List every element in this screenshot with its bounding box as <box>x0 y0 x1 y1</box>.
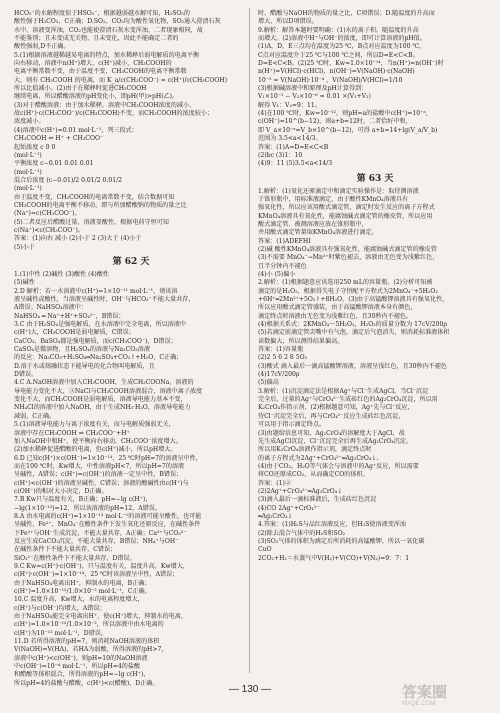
text-line: 5.(1)溶液导电能力与离子浓度有关，而与电解质强弱无关， <box>14 421 175 429</box>
text-line: c(H⁺)·c(OH⁻)=1×10⁻¹⁴，25 ℃时该溶液呈中性，A错误； <box>14 571 179 579</box>
text-line: 由于温度不变，CH₃COOH的电离常数不变，结合数据可知 <box>14 193 175 201</box>
text-line: 不能鉴别；且未变成无关物，且未变化，因此不能确定二者的 <box>14 35 179 43</box>
text-line: 解得 V₁：V₂=9：11。 <box>258 101 321 109</box>
text-line: 电离平衡常数不变，由于温度不变，CH₃COOH的电离平衡常数 <box>14 68 187 76</box>
text-line: (mol·L⁻¹) <box>14 151 42 159</box>
text-line: c(H⁺)<c(OH⁻)的溶液呈碱性，C错误；溶液的酸碱性由c(H⁺)与 <box>14 479 189 487</box>
text-line: (mol·L⁻¹) <box>14 185 42 193</box>
watermark-text: 答案圈 <box>402 684 448 701</box>
text-line: c(H⁺)为10⁻¹² mol·L⁻¹，D错误。 <box>14 629 107 637</box>
text-line: C点对应温度介于25 ℃与100 ℃之间，所以D=E<C<B。 <box>258 51 419 59</box>
text-line: 可以用于指示滴定终点。 <box>258 421 326 429</box>
text-line: NH₄Cl的溶液中加入NaOH，由于生成NH₃·H₂O，溶液导电能力 <box>14 404 191 412</box>
text-line: 所以应用酸式滴定管盛装，由于高锰酸钾溶液本身有颜色， <box>258 304 417 312</box>
text-line: 而增大。(2)溶液中H⁺与OH⁻的浓度，即可计算溶液的pH值。 <box>258 35 426 43</box>
text-line: 减弱，C正确。 <box>14 412 56 420</box>
text-line: (mol·L⁻¹) <box>14 168 42 176</box>
text-line: (3)滴入最后一滴标准液后，生成砖红色沉淀 <box>258 496 377 504</box>
text-line: 所以用K₂CrO₄溶液作指示剂，滴定终点时 <box>258 446 372 454</box>
text-line: 加入NaOH中和H⁺，使平衡向右移动，CH₃COO⁻浓度增大。 <box>14 437 182 445</box>
text-line: CuO <box>258 546 272 554</box>
text-line: 中c(OH⁻)=10⁻⁴ mol·L⁻¹，所以pH=4的盐酸 <box>14 663 141 671</box>
text-line: (2)bc (3)1：10 <box>258 151 303 159</box>
text-line: V₁×10⁻¹ − V₂×10⁻⁶ = 0.01 ×(V₁+V₂) <box>258 93 371 101</box>
text-line: 待Cl⁻沉淀完全后，再与CrO₄²⁻反应生成砖红色沉淀， <box>258 412 405 420</box>
text-line: 先生成AgCl沉淀，Cl⁻沉淀完全后再生成Ag₂CrO₄沉淀。 <box>258 437 413 445</box>
text-line: 溶液中c(H⁺)<c(OH⁻)，则pH=10的NaOH溶液 <box>14 654 148 662</box>
text-line: 所以pH=4的盐酸与醋酸，c(H⁺)<c(醋酸)，D正确。 <box>14 679 159 687</box>
text-line: 水中，溶液变浑浊，CO₂也能使澄清石灰水变浑浊，二者现象相同，故 <box>14 26 203 34</box>
text-line: (4)溶液中c(H⁺)=0.01 mol·L⁻¹，列三段式： <box>14 126 138 134</box>
text-line: 于锥形瓶中，用标准液滴定，由于酸性KMnO₄溶液具有 <box>258 195 409 203</box>
text-line: 混合后浓度 (c−0.01)/2 0.01/2 0.01/2 <box>14 176 123 184</box>
text-line: 4.C A.NaOH溶液中加入CH₃COOH，生成CH₃COONa，溶液的 <box>14 379 194 387</box>
text-line: 滴定的是H₂O₂，根据得失电子守恒配平方程式为2MnO₄⁻+5H₂O₂ <box>258 287 438 295</box>
text-line: 变化不大，而CH₃COOH是弱电解质，溶液导电能力基本不变， <box>14 396 187 404</box>
text-line: (5)偏高 <box>258 379 279 387</box>
text-line: (3)根据碱溶液中和原理及pH计算得到： <box>258 85 368 93</box>
text-line: 且半分钟内不褪色 <box>258 262 307 270</box>
text-line: V(NaOH)=V(HA)，若HA为弱酸，所得溶液的pH>7， <box>14 646 168 654</box>
text-line: 3.C 由于H₂SO₄是强电解质，在水溶液中完全电离，所以溶液中 <box>14 321 186 329</box>
text-line: 由于NaHSO₄电离出H⁺，抑制水的电离，B正确； <box>14 579 151 587</box>
text-line: 并用酸式滴定管量取KMnO₄溶液进行滴定。 <box>258 229 378 237</box>
text-line: A错误；NaHSO₄溶液中： <box>14 304 87 312</box>
text-line: D.溶于水或熔融状态下能导电的化合物叫电解质，且 <box>14 362 155 370</box>
text-line: (4)17cV/200ρ <box>258 371 300 379</box>
text-line: 答案：(1)容量瓶 <box>258 346 304 354</box>
text-line: 下Fe²⁺与OH⁻生成沉淀，不能大量共存，A正确；Ca²⁺与CO₃²⁻ <box>14 529 187 537</box>
text-line: c(H⁺)=1.0×10⁻¹²/1.0×10⁻²，所以溶液中由水电离的 <box>14 621 164 629</box>
day-heading: 第 63 天 <box>356 173 394 184</box>
text-line: SiO₃²⁻在酸性条件下不能大量共存，D错误。 <box>14 554 136 562</box>
text-line: 答案：(1)向右 减小 (2)小于 2 (3)大于 (4)小于 <box>14 235 142 243</box>
text-line: CH₃COOH的电离平衡不移动，即与所加醋酸钠的物质的量之比 <box>14 201 187 209</box>
text-line: c(H⁺)大，CH₃COOH是弱电解质，C错误； <box>14 329 135 337</box>
text-line: c(Na⁺)<c(CH₃COO⁻)。 <box>14 226 85 234</box>
text-line: CaSO₄是微溶物，且H₂SO₄的溶液与Na₂CO₃溶液 <box>14 346 150 354</box>
page-number: — 130 — <box>228 684 272 695</box>
text-line: 10.C 温度升高，Kw增大，水的电离程度增大， <box>14 596 144 604</box>
text-line: 导电能力变化不大，③NaCl与CH₃COOH溶液混合，溶液中离子浓度 <box>14 387 203 395</box>
text-line: 浓度减小。 <box>14 118 45 126</box>
text-line: 起始浓度 c 0 0 <box>14 143 56 151</box>
text-line: D=E<C<B。(2)25 ℃时，Kw=1.0×10⁻¹⁴，当n(H⁺)=n(OH⁻)时 <box>258 60 444 68</box>
text-line: 1.(1)中性 (2)碱性 (3)酸性 (4)酸性 <box>14 270 109 278</box>
text-line: 的离子方程式为2Ag⁺+CrO₄²⁻═Ag₂CrO₄↓。 <box>258 454 383 462</box>
text-line: (1)A，D，E三点均在温度为25 ℃，B点对应温度为100 ℃， <box>258 43 426 51</box>
text-line: 6.D 已知c(H⁺)×c(OH⁻)=1×10⁻¹⁴，25 ℃时pH=7的溶液呈中性， <box>14 454 202 462</box>
text-line: 7.B Kw只与温度有关，B正确；pH=−lg c(H⁺)， <box>14 496 152 504</box>
text-line: 2CO₂+H₂＝水蒸气中V(H₂)+V(CO)+V(N₂)=9：7：1 <box>258 554 410 562</box>
text-line: 酸性强于H₂CO₃，C正确；D.SO₂、CO₂均为酸性氧化物，SO₂通入澄清石灰 <box>14 18 221 26</box>
text-line: c(OH⁻)=10^(b−12)，则a+b=12时，二者恰好中和， <box>258 118 412 126</box>
text-line: 酸式滴定管，被测溶液应放在锥形瓶中， <box>258 220 368 228</box>
text-line: 完全后，过量的Ag⁺与CrO₄²⁻生成砖红色的Ag₂CrO₄沉淀，所以用 <box>258 396 438 404</box>
text-line: 由于NaHSO₄能完全电离出H⁺，使c(H⁺)增大，抑制水的电离， <box>14 613 187 621</box>
text-line: 答案：(1)ADEFHI <box>258 237 311 245</box>
text-line: 滴定终点时溶液由无色变为浅紫红色，且30秒内不褪色。 <box>258 312 413 320</box>
text-line: 溶液中存在CH₃COOH ⇌ CH₃COO⁻+H⁺ <box>14 429 130 437</box>
text-line: 11.D 若所得溶液的pH=7，则消耗NaOH溶液的体积 <box>14 638 160 646</box>
text-line: (3)对于醋酸溶液：由于加水稀释，溶液中CH₃COOH浓度的减小， <box>14 101 196 109</box>
text-line: (5)若滴定前滴定管尖嘴中有气泡，滴定后气泡消失，则消耗标准液体积 <box>258 329 450 337</box>
text-line: 即 V_a×10⁻ᵃ=V_b×10^(b−12)，可得 a+b=14+lg(V_a/V_b) <box>258 126 438 134</box>
text-line: 5.(1)根据溶液越稀越易电离的特点，加水稀释后弱电解质的电离平衡 <box>14 51 200 59</box>
text-line: (2)除去混合气体中的H₂S和SO₂ <box>258 529 346 537</box>
text-line: 时，醋酸与NaOH的物质的量之比，C项错误；D.随温度的升高而 <box>258 10 435 17</box>
text-line: (4)小 (5)偏小 <box>258 270 296 278</box>
text-line: (3)不需要 MnO₄⁻→Mn²⁺时紫色褪去，溶液由无色变为浅紫红色， <box>258 254 439 262</box>
text-line: 平衡浓度 c−0.01 0.01 0.01 <box>14 160 94 168</box>
text-line: 答案：(1)② <box>258 479 292 487</box>
text-line: CH₃COOH ⇌ H⁺ + CH₃COO⁻ <box>14 135 104 143</box>
text-line: 10⁻⁵ = V(NaOH)·10⁻⁴ ，V(NaOH)/V(HCl)=1/10 <box>258 76 403 84</box>
text-line: (5)小于 <box>14 243 35 251</box>
text-line: 反应生成CaCO₃沉淀，不能大量共存，B错误；NH₄⁺与OH⁻ <box>14 537 179 545</box>
text-line: (5)碱性 <box>14 279 35 287</box>
text-line: 强氧化性，所以应该用酸式滴定管，滴定时发生反应的离子方程式 <box>258 204 435 212</box>
text-line: 读数偏大，所以测得结果偏高。 <box>258 337 344 345</box>
text-line: (4)由于CO₂、H₂O等气体会与溶液中的Ag⁺反应，所以需要 <box>258 462 419 470</box>
right-column <box>258 10 492 563</box>
text-line: CaCO₃、BaSO₄都是强电解质，而c(CH₃COO⁻)，D错误； <box>14 337 177 345</box>
text-line: 8.A 由水电离的c(H⁺)=1×10⁻¹³ mol·L⁻¹的溶液可能呈酸性，也可能 <box>14 512 202 520</box>
text-line: 增大，所以D项错误。 <box>258 18 318 26</box>
text-line: NaHSO₄ ═ Na⁺+H⁺+SO₄²⁻，B错误； <box>14 312 125 320</box>
text-line: 液呈碱性或酸性，当溶液呈碱性时，OH⁻与HCO₃⁻不能大量共存， <box>14 296 195 303</box>
text-line: n(H⁺)=V(HCl)·c(HCl)，n(OH⁻)=V(NaOH)·c(NaOH) <box>258 68 415 76</box>
text-line: 故c(H⁺)·c(CH₃COO⁻)/c(CH₃COOH)不变，而CH₃COOH的浓度较小； <box>14 110 214 118</box>
text-line: 在碱性条件下不能大量共存，C错误； <box>14 546 117 554</box>
text-line: (5)二者反应后醋酸过量，溶液显酸性，根据电荷守恒可知 <box>14 218 169 226</box>
text-line: (2)2Ag⁺+CrO₄²⁻═Ag₂CrO₄↓ <box>258 487 343 495</box>
text-line: 9.解析：解答本题时要明确：(1)水的离子积。随温度的升高 <box>258 26 419 34</box>
day-heading: 第 62 天 <box>112 256 150 267</box>
watermark-logo <box>402 685 494 709</box>
text-line: 范围为 3.5<a<14/3。 <box>258 135 322 143</box>
text-line: +6H⁺═2Mn²⁺+5O₂↑+8H₂O。(3)由于高锰酸钾溶液具有强氧化性， <box>258 296 449 303</box>
text-line: (Na⁺)=c(CH₃COO⁻)。 <box>14 210 81 218</box>
column-divider <box>249 8 250 673</box>
text-line: (4)CO 2Ag⁺+CrO₄²⁻ <box>258 504 320 512</box>
text-line: KMnO₄溶液具有氧化性，能腐蚀碱式滴定管的橡皮管，所以应用 <box>258 212 433 220</box>
text-line: 继续电离，所以醋酸溶液的pH变化小，即pH(甲)>pH(乙)。 <box>14 93 179 101</box>
text-line: (4)9：11 (5)3.5<a<14/3 <box>258 160 333 168</box>
text-line: 所以比值减小。(2)由于在稀释时促进CH₃COOH <box>14 85 147 93</box>
text-line: (4)根据关系式：2KMnO₄～5H₂O₂，H₂O₂的质量分数为 17cV/200ρ <box>258 321 448 329</box>
text-line: 9.C Kw=c(H⁺)·c(OH⁻)，只与温度有关，温度升高，Kw增大， <box>14 563 189 570</box>
text-line: 和醋酸等体积混合，所得溶液的pH=−lg c(H⁺)， <box>14 671 150 679</box>
text-line: 将CO还原成CO₂，从而确定CO的体积。 <box>258 471 369 479</box>
text-line: 2.D 解析：若一水溶液中c(H⁺)=1×10⁻¹¹ mol·L⁻¹，则该溶 <box>14 287 178 295</box>
text-line: −lg(1×10⁻¹²)=12，所以该溶液的pH=12，A错误。 <box>14 504 161 512</box>
text-line: c(OH⁻)的相对大小决定，D正确。 <box>14 487 108 495</box>
text-line: (3)酸式 滴入最后一滴高锰酸钾溶液，溶液呈浅红色，且30秒内不褪色 <box>258 362 447 370</box>
left-column <box>14 10 248 688</box>
text-line: 2.解析：(1)根据题意应该选用250 mL的容量瓶。(2)分析可知被 <box>258 279 433 287</box>
text-line: 酸性强弱,D不正确。 <box>14 43 70 51</box>
text-line: (2)2 5 6 2 8 5O₂ <box>258 354 308 362</box>
text-line: ═Ag₂CrO₄↓ <box>258 512 293 520</box>
text-line: 呈碱性，A错误；c(H⁺)=c(OH⁻)的溶液一定呈中性，B错误； <box>14 471 183 479</box>
text-line: 1.解析：(1)氧化还原滴定中和滴定实验操作是：取待测溶液 <box>258 187 419 195</box>
text-line: c(H⁺)与c(OH⁻)均增大，A错误； <box>14 604 106 612</box>
text-line: (3)SO₂气体的体积为滴定后所消耗的高锰酸钾，所以一氧化碳 <box>258 537 425 545</box>
text-line: 3.解析：(1)沉淀滴定法是根据Ag⁺与Cl⁻生成AgCl，当Cl⁻沉淀 <box>258 387 429 395</box>
text-line: 向右移动，溶液中n(H⁺)增大，c(H⁺)减小，CH₃COOH的 <box>14 60 172 68</box>
text-line: 答案：(1)A=D=E<C<B <box>258 143 329 151</box>
text-line: K₂CrO₄作指示剂，(2)根据题意可知，Ag⁺先与Cl⁻反应， <box>258 404 414 412</box>
text-line: (2)加水稀释促进醋酸的电离，但c(H⁺)减小，所以pH增大。 <box>14 446 177 454</box>
text-line: HCO₃⁻的水解程度很于HSO₃⁻，根据越弱越水解可知，H₂SO₃的 <box>14 10 190 17</box>
watermark-url: MXQE.COM <box>402 701 436 707</box>
text-line: D错误。 <box>14 371 38 379</box>
text-line: 而在100 ℃时，Kw增大，中性溶液pH<7，所以pH=7的溶液 <box>14 462 185 470</box>
text-line: c(H⁺)=1.0×10⁻¹²/1.0×10⁻² mol·L⁻¹，C正确。 <box>14 588 151 596</box>
text-line: (4)在100 ℃时，Kw=10⁻¹²，则pH=a的盐酸中c(H⁺)=10⁻ᵃ， <box>258 110 432 118</box>
text-line: 4.答案：(1)H₂S与品红溶液反应，但H₂S使溶液变浑浊 <box>258 521 406 529</box>
text-line: (2)碱 酸性KMnO₄溶液具有强氧化性，能腐蚀碱式滴定管的橡皮管 <box>258 245 437 253</box>
text-line: 的反应：Na₂CO₃+H₂SO₄═Na₂SO₄+CO₂↑+H₂O，C正确； <box>14 354 183 362</box>
text-line: 呈碱性，Fe²⁺、MnO₄⁻在酸性条件下发生氧化还原反应，在碱性条件 <box>14 521 201 529</box>
text-line: (3)由题给信息可知，Ag₂CrO₄的溶解度大于AgCl，故 <box>258 429 405 437</box>
text-line: 大，则有 CH₃COOH 的电离，而 K_a/c(CH₃COO⁻) = c(H⁺)/c(CH₃COOH) <box>14 76 228 84</box>
